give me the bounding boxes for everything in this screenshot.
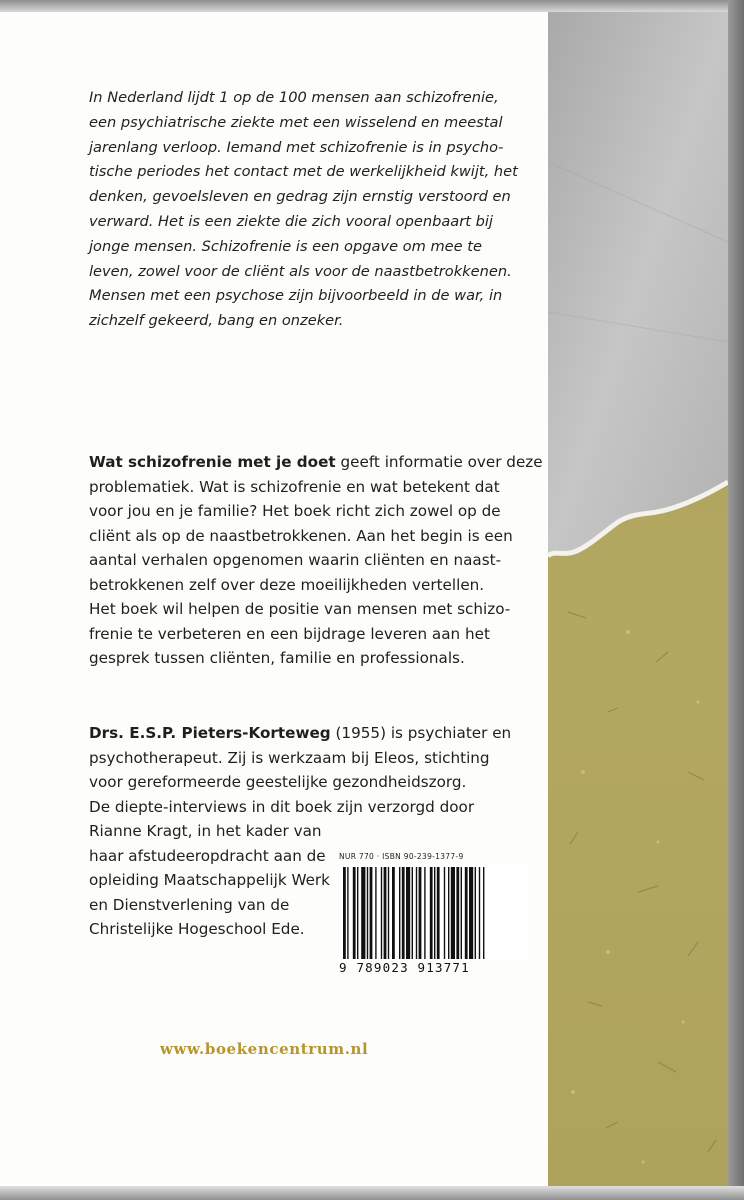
intro-line: een psychiatrische ziekte met een wisselend en meestal — [89, 113, 503, 131]
description-line: Het boek wil helpen de positie van mensen met schizo- — [89, 600, 511, 618]
description-line: problematiek. Wat is schizofrenie en wat betekent dat — [89, 477, 500, 496]
description-line: gesprek tussen cliënten, familie en professionals. — [89, 649, 465, 667]
page-edge-top — [0, 0, 744, 12]
barcode-bars — [339, 865, 529, 961]
author-line: opleiding Maatschappelijk Werk — [89, 871, 330, 889]
description-line: cliënt als op de naastbetrokkenen. Aan het begin is een — [89, 526, 513, 545]
intro-line: verward. Het is een ziekte die zich vooral openbaart bij — [89, 212, 493, 230]
intro-line: tische periodes het contact met de werkelijkheid kwijt, het — [89, 163, 518, 181]
author-name: Drs. E.S.P. Pieters-Korteweg — [89, 724, 331, 742]
description-first-line — [89, 450, 543, 475]
isbn-caption: NUR 770 · ISBN 90-239-1377-9 — [339, 852, 464, 861]
author-first-line — [89, 721, 519, 746]
intro-line: jarenlang verloop. Iemand met schizofrenie is in psycho- — [89, 138, 504, 156]
description-line: voor jou en je familie? Het boek richt zich zowel op de — [89, 502, 501, 520]
intro-line: In Nederland lijdt 1 op de 100 mensen aan schizofrenie, — [89, 89, 499, 106]
author-line: Rianne Kragt, in het kader van — [89, 822, 322, 840]
description-paragraph — [89, 450, 543, 671]
author-line: Christelijke Hogeschool Ede. — [89, 920, 305, 938]
description-first-line-rest: geeft informatie over deze — [335, 453, 543, 471]
description-line: betrokkenen zelf over deze moeilijkheden vertellen. — [89, 575, 485, 594]
description-line: frenie te verbeteren en een bijdrage leveren aan het — [89, 624, 490, 643]
description-line: aantal verhalen opgenomen waarin cliënten en naast- — [89, 551, 502, 569]
intro-line: zichzelf gekeerd, bang en onzeker. — [89, 312, 344, 330]
torn-paper-illustration — [548, 12, 728, 1186]
barcode-digits: 9 789023 913771 — [339, 960, 470, 975]
author-line: voor gereformeerde geestelijke gezondheidszorg. — [89, 773, 467, 791]
intro-line: Mensen met een psychose zijn bijvoorbeeld in de war, in — [89, 287, 503, 305]
intro-line: denken, gevoelsleven en gedrag zijn ernstig verstoord en — [89, 188, 511, 206]
author-line: De diepte-interviews in dit boek zijn verzorgd door — [89, 797, 475, 816]
author-line: haar afstudeeropdracht aan de — [89, 846, 326, 865]
author-line: en Dienstverlening van de — [89, 895, 290, 914]
page-edge-bottom — [0, 1186, 744, 1200]
page-edge-right — [728, 0, 744, 1200]
intro-line: leven, zowel voor de cliënt als voor de naastbetrokkenen. — [89, 262, 512, 280]
book-title: Wat schizofrenie met je doet — [89, 453, 336, 471]
isbn-barcode — [339, 852, 529, 992]
author-first-line-rest: (1955) is psychiater en — [330, 724, 512, 742]
intro-paragraph — [89, 86, 519, 334]
author-line: psychotherapeut. Zij is werkzaam bij Eleos, stichting — [89, 748, 490, 767]
publisher-website: www.boekencentrum.nl — [160, 1040, 369, 1058]
intro-line: jonge mensen. Schizofrenie is een opgave om mee te — [89, 237, 482, 255]
